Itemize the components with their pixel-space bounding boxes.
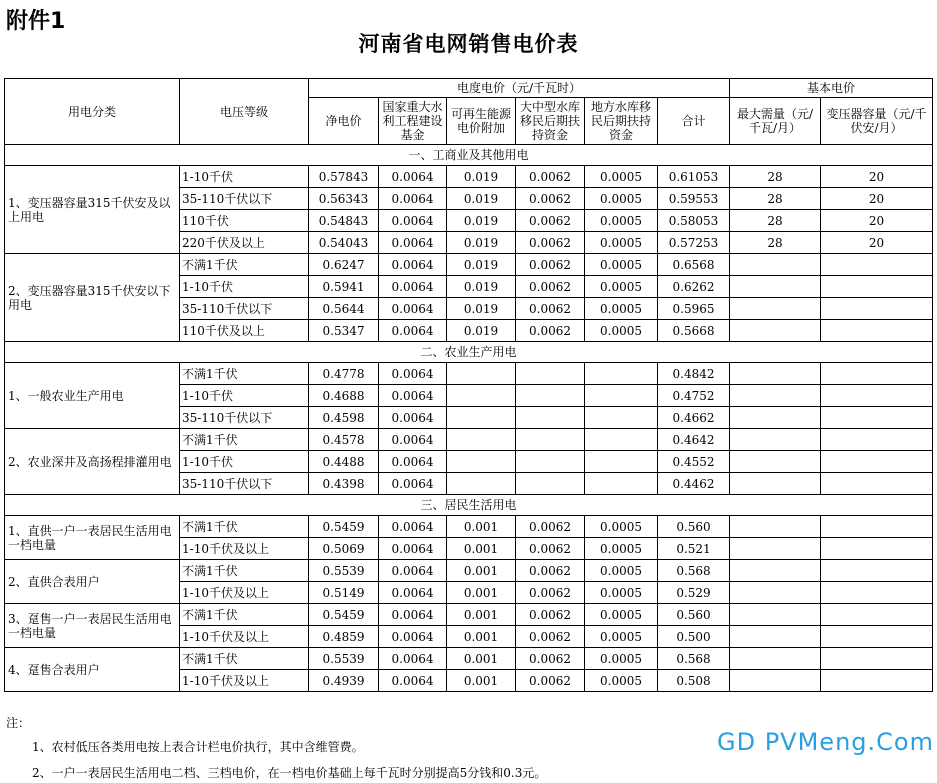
price-cell: 0.5941 (309, 276, 379, 298)
price-cell (821, 473, 933, 495)
voltage-cell: 不满1千伏 (180, 560, 309, 582)
price-cell: 0.0005 (585, 516, 658, 538)
price-cell: 0.0062 (516, 320, 585, 342)
note-2: 2、一户一表居民生活用电二档、三档电价，在一档电价基础上每千瓦时分别提高5分钱和0.3元。 (32, 766, 547, 780)
price-cell: 0.4752 (658, 385, 730, 407)
price-cell (730, 582, 821, 604)
price-cell (821, 582, 933, 604)
price-cell: 0.001 (447, 560, 516, 582)
price-cell: 0.0062 (516, 166, 585, 188)
price-cell: 0.0064 (379, 363, 447, 385)
voltage-cell: 110千伏 (180, 210, 309, 232)
price-cell: 0.4552 (658, 451, 730, 473)
voltage-cell: 35-110千伏以下 (180, 473, 309, 495)
price-cell (821, 363, 933, 385)
header-large-reservoir-fund: 大中型水库移民后期扶持资金 (516, 98, 585, 145)
voltage-cell: 1-10千伏及以上 (180, 670, 309, 692)
price-cell: 0.4578 (309, 429, 379, 451)
price-cell (821, 298, 933, 320)
price-cell (821, 276, 933, 298)
table-row (5, 516, 933, 538)
table-row (5, 604, 933, 626)
price-cell: 0.568 (658, 560, 730, 582)
price-cell: 0.0064 (379, 648, 447, 670)
price-cell: 0.0005 (585, 538, 658, 560)
price-cell (821, 385, 933, 407)
price-cell: 0.59553 (658, 188, 730, 210)
category-label: 2、直供合表用户 (5, 560, 180, 604)
price-cell: 0.4778 (309, 363, 379, 385)
price-cell: 0.0064 (379, 320, 447, 342)
price-cell: 20 (821, 166, 933, 188)
price-cell: 0.4859 (309, 626, 379, 648)
price-cell: 0.5668 (658, 320, 730, 342)
price-cell: 0.529 (658, 582, 730, 604)
price-cell: 0.5459 (309, 516, 379, 538)
price-cell (585, 473, 658, 495)
header-total: 合计 (658, 98, 730, 145)
price-cell: 0.4398 (309, 473, 379, 495)
price-cell: 0.0064 (379, 473, 447, 495)
price-cell: 28 (730, 232, 821, 254)
price-cell: 0.0062 (516, 210, 585, 232)
price-cell (821, 320, 933, 342)
price-cell (730, 320, 821, 342)
table-row (5, 429, 933, 451)
voltage-cell: 1-10千伏 (180, 166, 309, 188)
table-row (5, 363, 933, 385)
price-cell: 0.0005 (585, 210, 658, 232)
price-cell (821, 648, 933, 670)
header-voltage: 电压等级 (180, 79, 309, 145)
price-cell: 0.0062 (516, 582, 585, 604)
price-cell: 0.0005 (585, 276, 658, 298)
category-label: 1、直供一户一表居民生活用电一档电量 (5, 516, 180, 560)
price-cell: 0.0005 (585, 254, 658, 276)
price-cell: 0.0064 (379, 429, 447, 451)
price-cell (516, 407, 585, 429)
price-cell (730, 473, 821, 495)
header-basic-price: 基本电价 (730, 79, 933, 98)
price-cell: 0.0062 (516, 626, 585, 648)
price-cell: 0.0064 (379, 407, 447, 429)
price-cell: 0.0005 (585, 560, 658, 582)
voltage-cell: 35-110千伏以下 (180, 188, 309, 210)
notes-label: 注： (6, 716, 31, 730)
voltage-cell: 1-10千伏及以上 (180, 626, 309, 648)
section-row (5, 342, 933, 363)
price-cell: 0.019 (447, 210, 516, 232)
price-cell: 0.508 (658, 670, 730, 692)
price-cell (730, 451, 821, 473)
price-cell (730, 560, 821, 582)
price-cell (447, 407, 516, 429)
price-cell (821, 516, 933, 538)
category-label: 3、趸售一户一表居民生活用电一档电量 (5, 604, 180, 648)
price-cell: 0.0062 (516, 232, 585, 254)
price-cell (447, 385, 516, 407)
voltage-cell: 1-10千伏 (180, 385, 309, 407)
price-cell: 0.0062 (516, 516, 585, 538)
price-cell: 0.019 (447, 166, 516, 188)
price-cell: 0.001 (447, 538, 516, 560)
voltage-cell: 1-10千伏及以上 (180, 538, 309, 560)
price-cell: 0.0062 (516, 254, 585, 276)
price-cell: 0.0062 (516, 276, 585, 298)
price-cell: 0.0064 (379, 516, 447, 538)
price-cell: 0.5539 (309, 648, 379, 670)
price-cell: 0.560 (658, 604, 730, 626)
category-label: 2、农业深井及高扬程排灌用电 (5, 429, 180, 495)
price-cell: 0.4642 (658, 429, 730, 451)
price-cell: 0.58053 (658, 210, 730, 232)
price-cell (730, 516, 821, 538)
voltage-cell: 不满1千伏 (180, 254, 309, 276)
price-cell: 0.001 (447, 516, 516, 538)
price-cell: 0.500 (658, 626, 730, 648)
price-cell: 0.0062 (516, 604, 585, 626)
price-cell: 0.5069 (309, 538, 379, 560)
price-cell: 0.4662 (658, 407, 730, 429)
price-cell (730, 385, 821, 407)
price-cell (821, 429, 933, 451)
price-cell: 0.0062 (516, 670, 585, 692)
price-cell: 0.521 (658, 538, 730, 560)
price-cell (730, 538, 821, 560)
voltage-cell: 不满1千伏 (180, 516, 309, 538)
price-cell: 0.0064 (379, 298, 447, 320)
note-1: 1、农村低压各类用电按上表合计栏电价执行，其中含维管费。 (32, 740, 364, 754)
header-max-demand: 最大需量（元/千瓦/月） (730, 98, 821, 145)
header-local-reservoir-fund: 地方水库移民后期扶持资金 (585, 98, 658, 145)
price-cell: 0.5149 (309, 582, 379, 604)
category-label: 1、一般农业生产用电 (5, 363, 180, 429)
price-cell: 0.4462 (658, 473, 730, 495)
price-cell: 0.0064 (379, 560, 447, 582)
price-cell (585, 407, 658, 429)
price-cell: 0.0005 (585, 298, 658, 320)
price-cell (821, 451, 933, 473)
price-cell: 0.6262 (658, 276, 730, 298)
price-cell: 0.0064 (379, 232, 447, 254)
price-cell: 0.0064 (379, 604, 447, 626)
price-cell: 0.019 (447, 232, 516, 254)
header-category: 用电分类 (5, 79, 180, 145)
price-cell: 0.4598 (309, 407, 379, 429)
price-cell (447, 429, 516, 451)
price-cell (821, 670, 933, 692)
voltage-cell: 220千伏及以上 (180, 232, 309, 254)
price-cell (730, 429, 821, 451)
price-cell (447, 451, 516, 473)
price-cell: 0.019 (447, 276, 516, 298)
price-cell (730, 626, 821, 648)
price-cell: 0.5965 (658, 298, 730, 320)
price-cell: 0.0064 (379, 670, 447, 692)
price-cell (447, 363, 516, 385)
price-cell: 0.4688 (309, 385, 379, 407)
watermark: GD PVMeng.Com (717, 728, 934, 756)
price-cell (730, 407, 821, 429)
price-cell: 0.001 (447, 626, 516, 648)
price-cell (730, 254, 821, 276)
price-cell: 0.0062 (516, 538, 585, 560)
price-cell: 0.54043 (309, 232, 379, 254)
price-cell: 0.0062 (516, 560, 585, 582)
header-energy-price: 电度电价（元/千瓦时） (309, 79, 730, 98)
price-cell: 0.0064 (379, 166, 447, 188)
price-cell: 0.0064 (379, 188, 447, 210)
price-cell: 0.0005 (585, 188, 658, 210)
price-cell: 0.0062 (516, 298, 585, 320)
price-cell: 0.56343 (309, 188, 379, 210)
price-cell: 0.4488 (309, 451, 379, 473)
price-cell (585, 363, 658, 385)
price-cell: 0.5347 (309, 320, 379, 342)
voltage-cell: 1-10千伏 (180, 276, 309, 298)
price-cell: 0.0064 (379, 385, 447, 407)
price-cell: 0.4842 (658, 363, 730, 385)
voltage-cell: 不满1千伏 (180, 648, 309, 670)
voltage-cell: 35-110千伏以下 (180, 298, 309, 320)
header-water-fund: 国家重大水利工程建设基金 (379, 98, 447, 145)
price-cell: 0.0064 (379, 538, 447, 560)
price-cell (821, 604, 933, 626)
table-body (5, 145, 933, 692)
voltage-cell: 1-10千伏 (180, 451, 309, 473)
price-cell: 0.019 (447, 188, 516, 210)
price-cell: 28 (730, 166, 821, 188)
price-cell (821, 407, 933, 429)
table-row (5, 166, 933, 188)
price-cell (730, 363, 821, 385)
price-cell (585, 451, 658, 473)
price-cell (730, 604, 821, 626)
price-cell: 0.0062 (516, 188, 585, 210)
price-cell: 0.0064 (379, 210, 447, 232)
price-cell (821, 626, 933, 648)
price-cell (585, 385, 658, 407)
voltage-cell: 不满1千伏 (180, 363, 309, 385)
price-cell: 0.57843 (309, 166, 379, 188)
price-cell: 0.0062 (516, 648, 585, 670)
price-cell: 0.4939 (309, 670, 379, 692)
price-cell: 0.0064 (379, 451, 447, 473)
price-cell: 0.001 (447, 648, 516, 670)
price-cell: 0.0005 (585, 648, 658, 670)
price-cell: 0.0005 (585, 670, 658, 692)
price-cell: 0.5644 (309, 298, 379, 320)
price-cell: 0.019 (447, 254, 516, 276)
price-cell: 0.6568 (658, 254, 730, 276)
price-cell: 20 (821, 210, 933, 232)
price-cell: 0.5459 (309, 604, 379, 626)
price-cell: 0.001 (447, 670, 516, 692)
price-cell: 28 (730, 188, 821, 210)
price-cell (516, 473, 585, 495)
voltage-cell: 不满1千伏 (180, 604, 309, 626)
price-cell (516, 363, 585, 385)
price-cell: 0.0005 (585, 166, 658, 188)
voltage-cell: 110千伏及以上 (180, 320, 309, 342)
price-cell (730, 648, 821, 670)
price-cell: 0.61053 (658, 166, 730, 188)
price-cell: 0.568 (658, 648, 730, 670)
header-transformer-capacity: 变压器容量（元/千伏安/月） (821, 98, 933, 145)
price-cell (516, 385, 585, 407)
price-cell: 0.0005 (585, 320, 658, 342)
section-title: 一、工商业及其他用电 (5, 145, 933, 166)
price-cell: 0.6247 (309, 254, 379, 276)
category-label: 4、趸售合表用户 (5, 648, 180, 692)
price-cell: 0.019 (447, 320, 516, 342)
price-cell (730, 670, 821, 692)
voltage-cell: 35-110千伏以下 (180, 407, 309, 429)
price-cell (585, 429, 658, 451)
price-cell (516, 429, 585, 451)
voltage-cell: 不满1千伏 (180, 429, 309, 451)
attachment-label: 附件1 (6, 9, 66, 34)
price-cell: 0.560 (658, 516, 730, 538)
price-cell (821, 560, 933, 582)
price-cell: 28 (730, 210, 821, 232)
price-cell: 20 (821, 188, 933, 210)
price-cell: 20 (821, 232, 933, 254)
section-title: 二、农业生产用电 (5, 342, 933, 363)
section-row (5, 145, 933, 166)
table-header (5, 79, 933, 145)
table-row (5, 560, 933, 582)
price-cell (821, 254, 933, 276)
price-cell: 0.0005 (585, 582, 658, 604)
price-cell (730, 276, 821, 298)
price-cell: 0.0064 (379, 254, 447, 276)
price-cell: 0.0064 (379, 626, 447, 648)
price-cell: 0.57253 (658, 232, 730, 254)
price-table (4, 78, 933, 692)
price-cell (821, 538, 933, 560)
price-cell (730, 298, 821, 320)
price-cell: 0.0064 (379, 582, 447, 604)
category-label: 2、变压器容量315千伏安以下用电 (5, 254, 180, 342)
price-cell: 0.019 (447, 298, 516, 320)
table-row (5, 648, 933, 670)
section-row (5, 495, 933, 516)
price-cell: 0.0005 (585, 604, 658, 626)
price-cell: 0.0005 (585, 232, 658, 254)
price-cell (516, 451, 585, 473)
voltage-cell: 1-10千伏及以上 (180, 582, 309, 604)
price-cell: 0.0005 (585, 626, 658, 648)
header-renewable-surcharge: 可再生能源电价附加 (447, 98, 516, 145)
price-cell (447, 473, 516, 495)
header-net-price: 净电价 (309, 98, 379, 145)
table-row (5, 254, 933, 276)
section-title: 三、居民生活用电 (5, 495, 933, 516)
price-cell: 0.0064 (379, 276, 447, 298)
price-cell: 0.5539 (309, 560, 379, 582)
price-cell: 0.001 (447, 604, 516, 626)
price-cell: 0.001 (447, 582, 516, 604)
category-label: 1、变压器容量315千伏安及以上用电 (5, 166, 180, 254)
page-title: 河南省电网销售电价表 (358, 32, 579, 56)
price-cell: 0.54843 (309, 210, 379, 232)
